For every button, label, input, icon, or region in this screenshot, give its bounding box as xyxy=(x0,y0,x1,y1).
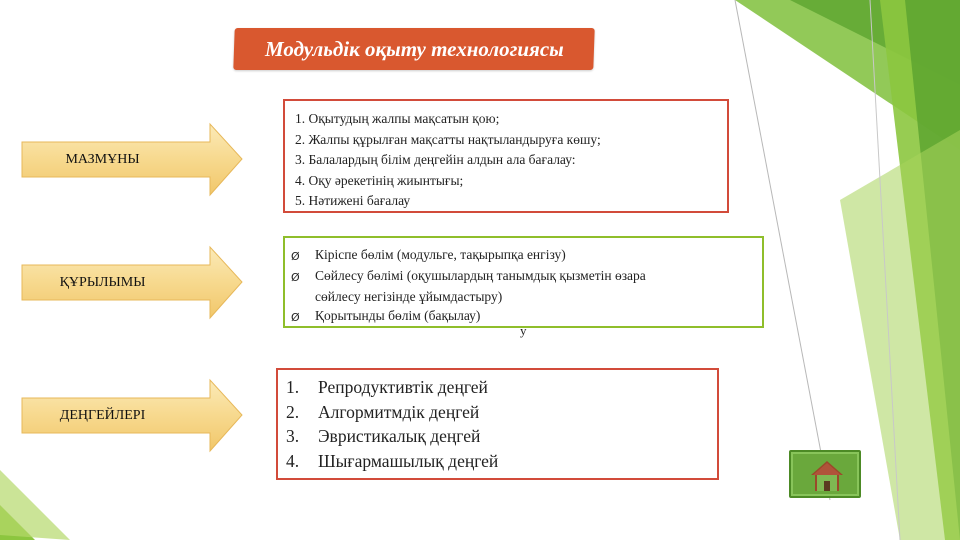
home-icon xyxy=(809,459,845,493)
list-item: 2. Жалпы құрылған мақсатты нақтыландыруға көшу; xyxy=(295,131,601,147)
list-item: Ø Кіріспе бөлім (модульге, тақырыпқа енгізу) xyxy=(291,245,754,266)
content-steps-box xyxy=(283,99,729,213)
row-label: ДЕҢГЕЙЛЕРІ xyxy=(59,407,146,423)
arrow-label-levels xyxy=(20,378,245,453)
list-item: 3. Эвристикалық деңгей xyxy=(286,426,481,446)
list-item: 1. Оқытудың жалпы мақсатын қою; xyxy=(295,111,500,126)
structure-box xyxy=(283,236,764,328)
list-item: 1. Репродуктивтік деңгей xyxy=(286,377,488,397)
list-item-continuation: сөйлесу негізінде ұйымдастыру) xyxy=(315,289,503,304)
arrow-label-structure xyxy=(20,245,245,320)
levels-box xyxy=(276,368,719,480)
list-item: 4. Оқу әрекетінің жиынтығы; xyxy=(295,172,464,188)
row-label: МАЗМҰНЫ xyxy=(65,151,140,167)
list-item: 4. Шығармашылық деңгей xyxy=(286,450,499,471)
arrow-bullet-icon: Ø xyxy=(291,250,300,263)
list-item: Ø Қорытынды бөлім (бақылау) xyxy=(291,306,754,327)
list-item: 3. Балалардың білім деңгейін алдын ала бағалау: xyxy=(295,152,576,167)
list-item: Ø Сөйлесу бөлімі (оқушылардың танымдық қызметін өзара xyxy=(291,266,754,287)
arrow-label-content xyxy=(20,122,245,197)
slide-title: Модульдік оқыту технологиясы xyxy=(233,28,594,70)
arrow-bullet-icon: Ø xyxy=(291,271,300,284)
stray-character: у xyxy=(520,323,527,338)
home-button[interactable] xyxy=(789,450,861,498)
list-item: 5. Нәтижені бағалау xyxy=(295,193,411,208)
arrow-bullet-icon: Ø xyxy=(291,311,300,324)
list-item: 2. Алгормитмдік деңгей xyxy=(286,401,480,422)
row-label: ҚҰРЫЛЫМЫ xyxy=(59,274,146,290)
